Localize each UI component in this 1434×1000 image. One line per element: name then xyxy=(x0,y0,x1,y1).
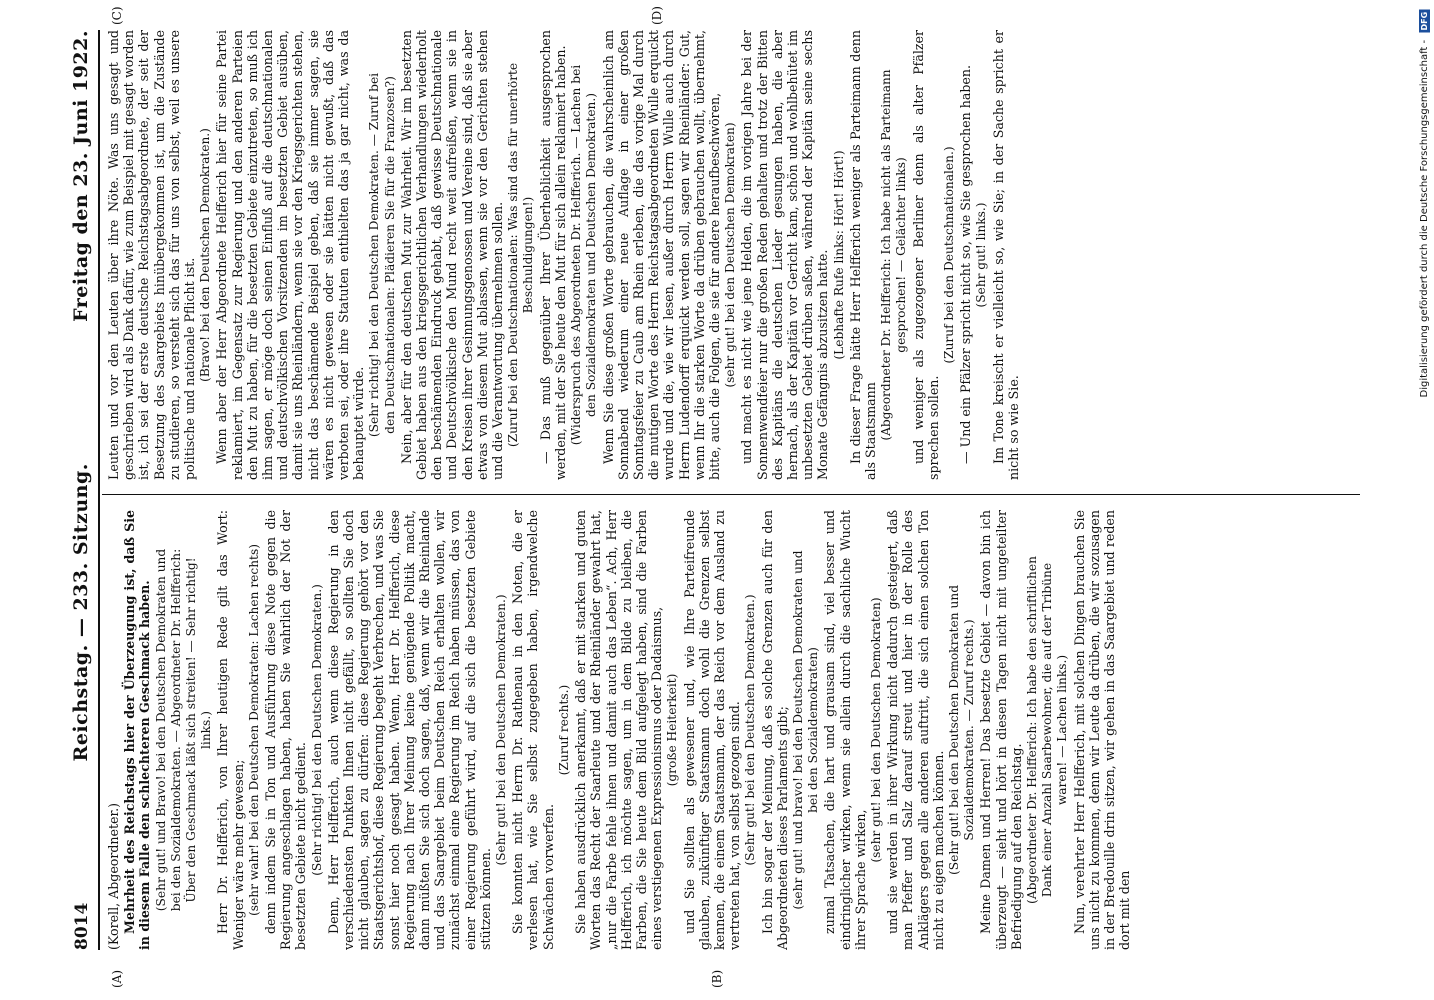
interjection: (Bravo! bei den Deutschen Demokraten.) xyxy=(198,128,213,382)
interjection: (sehr wahr! bei den Deutschen Demokraten: Lachen rechts) xyxy=(246,544,261,916)
paragraph: Mehrheit des Reichstags hier der Überzeugung ist, daß Sie in diesem Falle den schlechteren Geschmack haben. xyxy=(122,510,153,950)
page-number: 8014 xyxy=(72,902,92,950)
document-page xyxy=(10,0,1400,1000)
interjection: (sehr gut! bei den Deutschen Demokraten) xyxy=(723,122,738,388)
margin-marker-d: (D) xyxy=(650,6,664,25)
paragraph: Meine Damen und Herren! Das besetzte Gebiet — davon bin ich überzeugt — sieht und hört in diesen Tagen nicht mit ungeteilter Befriedigung auf den Reichstag. xyxy=(978,510,1024,950)
paragraph: Herr Dr. Helfferich, von Ihrer heutigen Rede gilt das Wort: Weniger wäre mehr gewesen; xyxy=(215,510,246,950)
paragraph: Im Tone kreischt er vielleicht so, wie Sie; in der Sache spricht er nicht so wie Sie. xyxy=(990,30,1021,480)
digitization-credit xyxy=(1419,10,1430,398)
paragraph: und weniger als zugezogener Berliner denn als alter Pfälzer sprechen sollen. xyxy=(910,30,941,480)
paragraph: Denn, Herr Helfferich, auch wenn diese Regierung in den verschiedensten Punkten Ihnen nicht gefällt, so sollten Sie doch nicht glauben, sagen zu dürfen: diese Regierung gehört vor den Staatsgerichtshof, diese Regierung begeht Verbrechen, und was Sie sonst hier noch gesagt haben. Wenn, Herr Dr. Helfferich, diese Regierung nach Ihrer Meinung keine genügende Politik macht, dann müßten Sie sich doch sagen, daß, wenn wir die Rheinlande und das Saargebiet beim Deutschen Reich erhalten wollen, wir zunächst einmal eine Regierung im Reich haben müssen, das von einer Regierung geführt wird, auf die sich die besetzten Gebiete stützen können. xyxy=(325,510,493,950)
interjection: (Sehr gut! bei den Deutschen Demokraten.) xyxy=(494,594,509,866)
paragraph: zumal Tatsachen, die hart und grausam sind, viel besser und eindringlicher wirken, wenn sie allein durch die sachliche Wucht ihrer Sprache wirken, xyxy=(822,510,868,950)
page-header xyxy=(66,30,92,950)
interjection: (Abgeordneter Dr. Helfferich: Ich habe nicht als Parteimann gesprochen! — Gelächter links) xyxy=(879,69,909,441)
interjection: (Widerspruch des Abgeordneten Dr. Helfferich. — Lachen bei den Sozialdemokraten und Deutschen Demokraten.) xyxy=(569,64,599,446)
margin-marker-c: (C) xyxy=(110,6,124,25)
paragraph: Ich bin sogar der Meinung, daß es solche Grenzen auch für den Abgeordneten dieses Parlaments gibt; xyxy=(759,510,790,950)
interjection: (Abgeordneter Dr. Helfferich: Ich habe den schriftlichen Dank einer Anzahl Saarbewohner, die auf der Tribüne waren! — Lachen links.) xyxy=(1024,556,1070,904)
paragraph: Nein, aber für den deutschen Mut zur Wahrheit. Wir im besetzten Gebiet haben aus den kriegsgerichtlichen Verhandlungen wiederholt den beschämenden Eindruck gehabt, daß gewisse Deutschnationale und Deutschvölkische den Mund recht weit aufreißen, wenn sie in den Kreisen ihrer Gesinnungsgenossen und Vereine sind, daß sie aber etwas von diesem Mut ablassen, wenn sie vor den Gerichten stehen und die Verantwortung übernehmen sollen. xyxy=(398,30,506,480)
interjection: (Zuruf rechts.) xyxy=(556,684,571,776)
paragraph: Sie haben ausdrücklich anerkannt, daß er mit starken und guten Worten das Recht der Saarleute und der Rheinländer gewahrt hat, „nur die Farbe fehle ihnen und damit auch das Leben“. Ach, Herr Helfferich, ich möchte sagen, um in dem Bilde zu bleiben, die Farben, die Sie heute dem Bild aufgelegt haben, sind die Farben eines verstiegenen Expressionismus oder Dadaismus, xyxy=(573,510,665,950)
paragraph: — Und ein Pfälzer spricht nicht so, wie Sie gesprochen haben. xyxy=(958,65,974,464)
interjection: (Sehr richtig! bei den Deutschen Demokraten.) xyxy=(309,584,324,876)
margin-marker-b: (B) xyxy=(710,969,724,988)
text-column-left xyxy=(106,510,1360,950)
margin-marker-a: (A) xyxy=(110,969,124,988)
session-title: Reichstag. — 233. Sitzung. xyxy=(70,463,92,762)
interjection: (große Heiterkeit) xyxy=(665,673,680,787)
header-rule xyxy=(98,30,100,950)
paragraph: — Das muß gegenüber Ihrer Überheblichkeit ausgesprochen werden, mit der Sie heute den Mut für sich allein reklamiert haben. xyxy=(537,30,568,480)
interjection: (Zuruf bei den Deutschnationalen: Was sind das für unerhörte Beschuldigungen!) xyxy=(506,62,536,448)
credit-text: Digitalisierung gefördert durch die Deutsche Forschungsgemeinschaft - xyxy=(1419,39,1430,398)
paragraph: Wenn Sie diese großen Worte gebrauchen, die wahrscheinlich am Sonnabend wiederum einer neue Auflage in einer großen Sonntagsfeier zu Caub am Rhein erleben, die das vorige Mal durch die mutigen Worte des Herrn Reichstagsabgeordneten Wulle erquickt wurde und die, wie wir lesen, außer durch Herrn Wulle auch durch Herrn Ludendorff erquickt werden soll, sagen wir Rheinländer: Gut, wenn Ihr die starken Worte da drüben gebrauchen wollt, übernehmt, bitte, auch die Folgen, die sie für andere heraufbeschwören, xyxy=(600,30,722,480)
dfg-logo: DFG xyxy=(1420,12,1429,31)
interjection: (Sehr gut! bei den Deutschen Demokraten.) xyxy=(743,594,758,866)
paragraph: und sie werden in ihrer Wirkung nicht dadurch gesteigert, daß man Pfeffer und Salz darauf streut und hier in der Rolle des Anklägers gegen alle anderen auftritt, die sich einen solchen Ton nicht zu eigen machen können. xyxy=(885,510,946,950)
paragraph: Leuten und vor den Leuten über ihre Nöte. Was uns gesagt und geschrieben wird als Dank dafür, wie zum Beispiel mit gesagt worden ist, ich sei der erste deutsche Reichstagsabgeordnete, der seit der Besetzung des Saargebiets hinübergekommen ist, um die Zustände zu studieren, so versteht sich das für uns von selbst, weil es unsere politische und nationale Pflicht ist. xyxy=(106,30,198,480)
column-divider xyxy=(102,494,1360,495)
interjection: (sehr gut! bei den Deutschen Demokraten) xyxy=(868,597,883,863)
text-column-right xyxy=(106,30,1360,480)
paragraph: Wenn aber der Herr Abgeordnete Helfferich hier für seine Partei reklamiert, im Gegensatz zur Regierung und den anderen Parteien den Mut zu haben, für die besetzten Gebiete einzutreten, so muß ich ihm sagen, er möge doch seinen Einfluß auf die deutschnationalen und deutschvölkischen Vorsitzenden im besetzten Gebiet ausüben, damit sie uns Rheinländern, wenn sie vor den Kriegsgerichten stehen, nicht das beschämende Beispiel geben, daß sie immer sagen, sie wären es nicht gewesen oder sie hätten nicht gewußt, daß das verboten sei, oder ihre Statuten enthielten das ja gar nicht, was da behauptet würde. xyxy=(214,30,367,480)
interjection: (Sehr richtig! bei den Deutschen Demokraten. — Zuruf bei den Deutschnationalen: Plädieren Sie für die Franzosen?) xyxy=(367,72,397,438)
interjection: (Sehr gut! und Bravo! bei den Deutschen Demokraten und bei den Sozialdemokraten. — Abgeordneter Dr. Helfferich: Über den Geschmack läßt sich streiten! — Sehr richtig! links.) xyxy=(153,548,214,912)
paragraph: Sie konnten nicht Herrn Dr. Rathenau in den Noten, die er verlesen hat, wie Sie selbst zugegeben haben, irgendwelche Schwächen vorwerfen. xyxy=(510,510,556,950)
paragraph: (Korell, Abgeordneter.) xyxy=(106,802,121,950)
interjection: (Lebhafte Rufe links: Hört! Hört!) xyxy=(831,150,846,360)
session-date: Freitag den 23. Juni 1922. xyxy=(70,30,92,322)
interjection: (sehr gut! und bravo! bei den Deutschen Demokraten und bei den Sozialdemokraten) xyxy=(790,550,821,910)
paragraph: In dieser Frage hätte Herr Helfferich weniger als Parteimann denn als Staatsmann xyxy=(847,30,878,480)
interjection: (Sehr gut! links.) xyxy=(974,202,989,308)
paragraph: und macht es nicht wie jene Helden, die im vorigen Jahre bei der Sonnenwendfeier nur die großen Reden gehalten und trotz der Bitten des Kapitäns die deutschen Lieder gesungen haben, die aber hernach, als der Kapitän vor Gericht kam, schön und wohlbehütet im unbesetzten Gebiet drüben saßen, während der Kapitän seine sechs Monate Gefängnis abzusitzen hatte. xyxy=(739,30,831,480)
paragraph: und Sie sollten als gewesener und, wie Ihre Parteifreunde glauben, zukünftiger Staatsmann doch wohl die Grenzen selbst kennen, die einem Staatsmann, der das Reich vor dem Ausland zu vertreten hat, von selbst gezogen sind. xyxy=(681,510,743,950)
interjection: (Zuruf bei den Deutschnationalen.) xyxy=(941,146,956,364)
paragraph: Nun, verehrter Herr Helfferich, mit solchen Dingen brauchen Sie uns nicht zu kommen, denn wir Leute da drüben, die wir sozusagen in der Bredouille drin sitzen, wir gehen in das Saargebiet und reden dort mit den xyxy=(1071,510,1133,950)
paragraph: denn indem Sie in Ton und Ausführung diese Note gegen die Regierung angeschlagen haben, haben Sie wahrlich der Not der besetzten Gebiete nicht gedient. xyxy=(263,510,309,950)
interjection: (Sehr gut! bei den Deutschen Demokraten und Sozialdemokraten. — Zuruf rechts.) xyxy=(946,585,977,875)
